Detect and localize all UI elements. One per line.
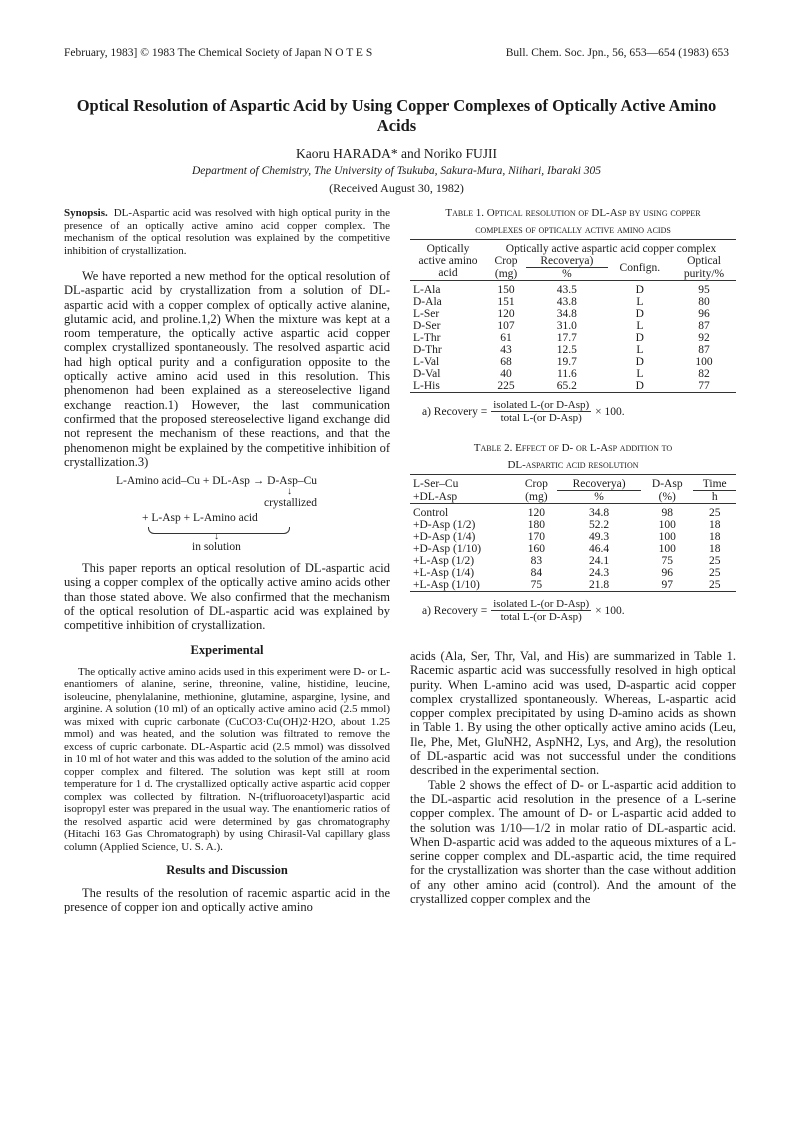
t2-header-dasp-unit: (%) (658, 490, 676, 503)
t2-foot-fraction (491, 598, 591, 623)
t2-header-dasp: D-Asp (651, 478, 683, 491)
t1-cell-recovery: 43.5 (556, 284, 577, 296)
table-row (410, 567, 736, 579)
table2-body (410, 504, 736, 592)
table1-grid (410, 239, 736, 393)
right-paragraph-1: acids (Ala, Ser, Thr, Val, and His) are summarized in Table 1. Racemic aspartic acid was successfully resolved in high optical purity. When L-amino acid was used, D-aspartic acid copper complex crystallized spontaneously. Whereas, L-aspartic acid copper complex precipitated by using D-amino acids as shown in Table 1. By using the other optically active amino acids (Leu, Ile, Phe, Met, GluNH2, AspNH2, Lys, and Arg), the resolution of DL-aspartic acid was not successful under the conditions described in the experimental section. (410, 649, 736, 778)
t1-cell-purity: 77 (698, 380, 710, 392)
right-paragraph-2: Table 2 shows the effect of D- or L-aspartic acid addition to the DL-aspartic acid resolution in the presence of a L-serine copper complex. The amount of D- or L-aspartic acid added to the solution was 1/10—1/2 in molar ratio of DL-aspartic acid. When D-aspartic acid was added to the aqueous mixtures of a L-serine copper complex and DL-aspartic acid, the time required for the crystallization was shorter than the case without addition of any other amino acid (control). And the amount of the crystallized copper complex and the (410, 777, 736, 907)
affiliation: Department of Chemistry, The University of Tsukuba, Sakura-Mura, Niihari, Ibaraki 305 (191, 165, 602, 177)
scheme-label2: in solution (192, 541, 241, 554)
t2-cell-crop: 170 (527, 531, 545, 543)
t1-header-recovery: Recoverya) (526, 255, 608, 268)
t1-foot-fraction (491, 399, 591, 424)
t1-cell-purity: 92 (698, 332, 710, 344)
synopsis-label: Synopsis. (64, 207, 108, 219)
t1-cell-acid: D-Val (413, 368, 441, 380)
t1-cell-crop: 61 (500, 332, 512, 344)
t1-cell-recovery: 19.7 (556, 356, 577, 368)
t1-foot-num: isolated L-(or D-Asp) (493, 399, 590, 411)
t1-cell-crop: 150 (497, 284, 515, 296)
table-row (410, 519, 736, 531)
authors: Kaoru HARADA* and Noriko FUJII (296, 146, 497, 161)
t1-cell-config: L (636, 296, 644, 308)
t2-cell-recovery: 52.2 (589, 519, 610, 531)
t1-header-recovery-unit: % (562, 268, 572, 280)
t1-cell-config: D (635, 380, 644, 392)
t2-cell-time: 18 (708, 531, 721, 543)
t2-cell-condition: +D-Asp (1/2) (413, 519, 476, 531)
table2 (410, 442, 736, 623)
table2-grid (410, 474, 736, 592)
t1-cell-crop: 43 (500, 344, 512, 356)
table-row (410, 531, 736, 543)
table1-footnote (422, 399, 736, 424)
t2-cell-crop: 83 (530, 555, 543, 567)
right-column (410, 207, 736, 906)
scheme-arrow2: ↓ (214, 531, 219, 543)
received-date: (Received August 30, 1982) (329, 181, 464, 195)
t2-cell-recovery: 49.3 (589, 531, 610, 543)
t2-header-time-unit: h (711, 491, 718, 503)
t1-header-purity: Optical (687, 255, 721, 268)
t2-cell-recovery: 24.1 (589, 555, 610, 567)
t1-cell-purity: 87 (698, 320, 710, 332)
t1-header-crop: Crop (494, 255, 518, 268)
reaction-scheme (64, 475, 390, 553)
t1-foot-label: a) Recovery = (422, 405, 488, 418)
t2-cell-dasp: 96 (661, 567, 673, 579)
t2-header-recovery: Recoverya) (557, 475, 641, 491)
t1-header-group: Optically active aspartic acid copper complex (505, 243, 717, 255)
synopsis (64, 207, 390, 257)
header-right: Bull. Chem. Soc. Jpn., 56, 653—654 (1983) 653 (505, 47, 729, 59)
t1-cell-acid: L-Ser (413, 308, 440, 320)
second-paragraph: This paper reports an optical resolution of DL-aspartic acid using a copper complex of the optically active amino acids other than those stated above. We also confirmed that the mechanism of the optical resolution of DL-aspartic acid was explained by competitive inhibition of crystallization. (64, 561, 390, 633)
synopsis-text: DL-Aspartic acid was resolved with high optical purity in the presence of an optically active amino acid copper complex. The mechanism of the optical resolution was explained by the competitive inhibition of crystallization. (64, 207, 390, 257)
table2-footnote (422, 598, 736, 623)
t2-header-time: Time (693, 475, 736, 491)
experimental-heading: Experimental (190, 642, 264, 657)
t2-foot-tail: × 100. (595, 604, 625, 617)
t2-foot-label: a) Recovery = (422, 604, 488, 617)
t2-header-crop-unit: (mg) (525, 490, 548, 503)
t1-foot-den: total L-(or D-Asp) (500, 412, 582, 424)
t2-cell-dasp: 100 (658, 531, 676, 543)
table-row (410, 543, 736, 555)
t2-header-cond-b: +DL-Asp (413, 490, 458, 503)
t1-cell-purity: 100 (695, 356, 713, 368)
left-column (64, 207, 390, 915)
t1-cell-config: D (635, 284, 644, 296)
t1-cell-crop: 40 (500, 368, 512, 380)
t2-cell-crop: 160 (527, 543, 545, 555)
scheme-arrow1: ↓ (287, 486, 292, 498)
t2-cell-crop: 75 (530, 579, 543, 591)
t1-cell-acid: D-Ala (413, 296, 442, 308)
paper-title: Optical Resolution of Aspartic Acid by Using Copper Complexes of Optically Active Amino Acids (76, 96, 717, 135)
table-row (410, 296, 736, 308)
intro-paragraph: We have reported a new method for the optical resolution of DL-aspartic acid by crystallization from a solution of DL-aspartic acid with a copper complex of optically active alanine, glutamic acid, and proline.1,2) When the mixture was kept at a room temperature, the optically active aspartic acid copper complex crystallized spontaneously. The resolved aspartic acid had high optical purity and a configuration opposite to the optically active amino acid used in this resolution. This phenomenon had been explained as a stereoselective ligand exchange reaction.1) However, the last communication confirmed that the proposed stereoselective ligand exchange did not represent the mechanism of these reactions, and that the phenomenon might be explained by the competitive inhibition of crystallization.3) (64, 269, 390, 469)
t2-cell-dasp: 75 (661, 555, 673, 567)
table-row (410, 380, 736, 393)
t1-cell-config: L (636, 320, 644, 332)
t1-cell-acid: D-Thr (413, 344, 442, 356)
t2-cell-recovery: 46.4 (589, 543, 610, 555)
t2-cell-time: 25 (708, 567, 721, 579)
t2-cell-recovery: 24.3 (589, 567, 610, 579)
t1-cell-config: L (636, 344, 644, 356)
table-row (410, 555, 736, 567)
t1-cell-acid: D-Ser (413, 320, 441, 332)
t2-cell-crop: 120 (527, 507, 545, 519)
t1-cell-recovery: 31.0 (556, 320, 577, 332)
t1-cell-acid: L-Val (413, 356, 440, 368)
t1-cell-acid: L-Thr (413, 332, 441, 344)
t2-header-crop: Crop (524, 478, 548, 491)
t1-cell-config: D (635, 356, 644, 368)
header-left: February, 1983] © 1983 The Chemical Society of Japan N O T E S (64, 47, 373, 59)
t2-cell-condition: +D-Asp (1/4) (413, 531, 476, 543)
table-row (410, 320, 736, 332)
t1-cell-crop: 120 (497, 308, 515, 320)
t2-cell-dasp: 100 (658, 543, 676, 555)
t2-cell-crop: 84 (530, 567, 543, 579)
t2-cell-condition: +L-Asp (1/2) (413, 555, 475, 567)
t2-cell-condition: +L-Asp (1/4) (413, 567, 475, 579)
t2-cell-recovery: 34.8 (589, 507, 610, 519)
t2-foot-den: total L-(or D-Asp) (500, 611, 582, 623)
t2-cell-time: 25 (708, 555, 721, 567)
t1-cell-crop: 225 (497, 380, 515, 392)
t1-header-crop-unit: (mg) (494, 267, 518, 280)
t1-header-config: Confign. (619, 261, 661, 274)
t1-header-purity-unit: purity/% (683, 267, 725, 280)
scheme-label1: crystallized (264, 497, 318, 510)
t2-header-cond-a: L-Ser–Cu (413, 478, 459, 491)
t2-cell-dasp: 100 (658, 519, 676, 531)
t1-cell-recovery: 34.8 (556, 308, 577, 320)
t2-cell-time: 25 (708, 507, 721, 519)
t1-cell-crop: 107 (497, 320, 515, 332)
t2-cell-crop: 180 (527, 519, 545, 531)
t1-foot-tail: × 100. (595, 405, 625, 418)
t1-cell-recovery: 43.8 (556, 296, 577, 308)
t1-cell-config: L (636, 368, 644, 380)
t1-cell-recovery: 11.6 (557, 368, 577, 380)
t1-cell-recovery: 65.2 (556, 380, 577, 392)
t1-header-acid: Optically active amino acid (418, 243, 478, 279)
t1-cell-crop: 151 (497, 296, 515, 308)
t2-cell-dasp: 98 (661, 507, 673, 519)
scheme-line2: + L-Asp + L-Amino acid (142, 512, 258, 525)
table-row (410, 579, 736, 592)
results-heading: Results and Discussion (166, 863, 288, 878)
t2-cell-time: 25 (708, 579, 721, 591)
t1-cell-purity: 96 (698, 308, 710, 320)
t2-foot-num: isolated L-(or D-Asp) (493, 598, 590, 610)
t2-cell-time: 18 (708, 543, 721, 555)
table-row (410, 356, 736, 368)
t2-header-recovery-unit: % (594, 491, 604, 503)
t1-cell-purity: 87 (698, 344, 710, 356)
t1-cell-acid: L-Ala (413, 284, 441, 296)
scheme-line1: L-Amino acid–Cu + DL-Asp → D-Asp–Cu (116, 475, 318, 488)
t1-cell-purity: 82 (698, 368, 710, 380)
table1-caption-2: complexes of optically active amino acids (475, 224, 671, 236)
table1-caption-1: Table 1. Optical resolution of DL-Asp by using copper (445, 207, 701, 219)
t2-cell-dasp: 97 (661, 579, 673, 591)
table-row (410, 504, 736, 520)
table1 (410, 207, 736, 424)
t2-cell-recovery: 21.8 (589, 579, 610, 591)
t1-cell-config: D (635, 308, 644, 320)
table-row (410, 368, 736, 380)
results-text: The results of the resolution of racemic aspartic acid in the presence of copper ion and optically active amino (64, 886, 390, 915)
t2-cell-condition: Control (413, 507, 449, 519)
t1-cell-acid: L-His (413, 380, 440, 392)
t2-cell-time: 18 (708, 519, 721, 531)
table-row (410, 281, 736, 297)
t1-cell-config: D (635, 332, 644, 344)
experimental-text: The optically active amino acids used in this experiment were D- or L-enantiomers of alanine, serine, threonine, valine, histidine, leucine, isoleucine, phenylalanine, methionine, glutamine, aspargine, lysine, and arginine. A solution (10 ml) of an optically active amino acid (2.5 mmol) was mixed with cupric carbonate (CuCO3·Cu(OH)2·H2O, about 1.25 mmol) and was heated, and the solution was filtrated to remove the excess of cupric carbonate. DL-Aspartic acid (2.5 mmol) was dissolved in 10 ml of hot water and this was added to the solution of the amino acid copper complex and filtered. The solution was kept still at room temperature for 1 d. The crystallized optically active aspartic acid copper complex was collected by filtration. N-(trifluoroacetyl)aspartic acid isopropyl ester was prepared in the usual way. The enantiomeric ratios of the resolved aspartic acid were determined by gas chromatography (Hitachi 163 Gas Chromatograph) by using Chirasil-Val capillary glass column (Applied Science, U. S. A.). (64, 665, 390, 853)
running-header (64, 47, 729, 63)
t2-cell-condition: +D-Asp (1/10) (413, 543, 482, 555)
table-row (410, 344, 736, 356)
table-row (410, 308, 736, 320)
scheme-brace (148, 527, 290, 534)
t1-cell-recovery: 12.5 (556, 344, 577, 356)
t1-cell-recovery: 17.7 (556, 332, 577, 344)
table1-body (410, 281, 736, 393)
t1-cell-purity: 95 (698, 284, 710, 296)
table2-caption-1: Table 2. Effect of D- or L-Asp addition to (473, 442, 673, 454)
table2-caption-2: DL-aspartic acid resolution (507, 459, 639, 471)
t2-cell-condition: +L-Asp (1/10) (413, 579, 480, 591)
table-row (410, 332, 736, 344)
t1-cell-crop: 68 (500, 356, 512, 368)
t1-cell-purity: 80 (698, 296, 710, 308)
